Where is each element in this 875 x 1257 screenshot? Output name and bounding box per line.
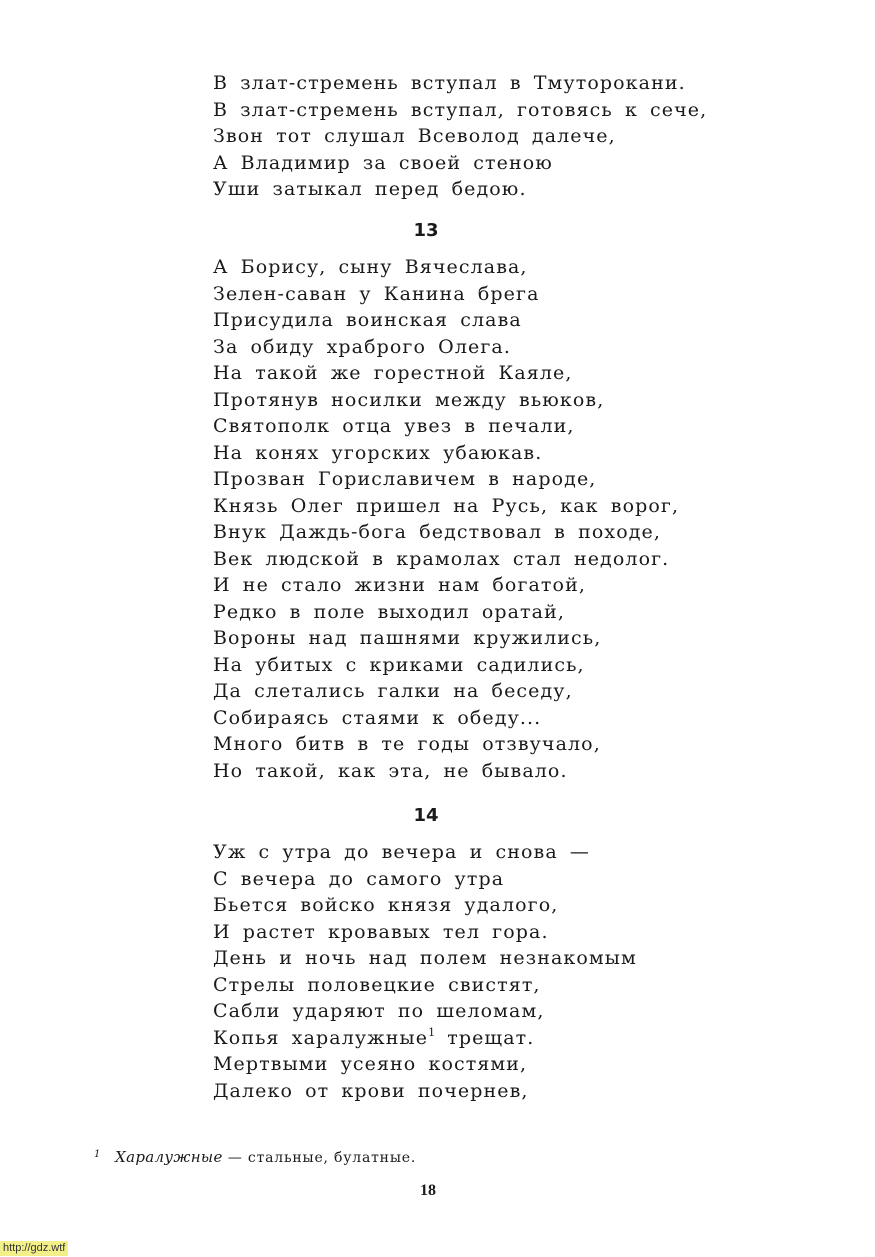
stanza-14	[213, 839, 637, 1104]
verse-line: А Владимир за своей стеною	[213, 151, 553, 174]
verse-line: Протянув носилки между вьюков,	[213, 388, 605, 411]
footnote-term: Харалужные	[115, 1148, 223, 1166]
footnote-number: 1	[94, 1149, 102, 1160]
page-number: 18	[420, 1182, 436, 1199]
verse-line: Присудила воинская слава	[213, 309, 522, 331]
verse-line: Вороны над пашнями кружились,	[213, 627, 602, 649]
stanza-13	[213, 254, 679, 784]
verse-line-text: Копья харалужные	[213, 1026, 429, 1049]
verse-line: Уж с утра до вечера и снова —	[213, 841, 591, 863]
verse-line: За обиду храброго Олега.	[213, 335, 511, 358]
verse-line: Редко в поле выходил оратай,	[213, 600, 565, 623]
verse-line: В злат-стремень вступал в Тмуторокани.	[213, 72, 686, 94]
verse-line: Да слетались галки на беседу,	[213, 680, 573, 702]
verse-line: Звон тот слушал Всеволод далече,	[213, 125, 616, 147]
verse-line-text-end: трещат.	[447, 1026, 535, 1049]
verse-line: В злат-стремень вступал, готовясь к сече,	[213, 98, 708, 121]
verse-line: И растет кровавых тел гора.	[213, 920, 549, 943]
verse-line: Бьется войско князя удалого,	[213, 894, 559, 916]
verse-line-with-footnote	[213, 1025, 637, 1052]
watermark-link[interactable]: http://gdz.wtf	[0, 1241, 68, 1256]
verse-line: Далеко от крови почернев,	[213, 1079, 529, 1102]
footnote-text: — стальные, булатные.	[222, 1150, 417, 1166]
verse-line: Век людской в крамолах стал недолог.	[213, 547, 670, 570]
verse-line: А Борису, сыну Вячеслава,	[213, 256, 528, 278]
verse-line: Святополк отца увез в печали,	[213, 415, 575, 437]
verse-line: Но такой, как эта, не бывало.	[213, 759, 568, 782]
verse-line: На конях угорских убаюкав.	[213, 441, 543, 464]
verse-line: Внук Даждь-бога бедствовал в походе,	[213, 521, 662, 543]
stanza-continued	[213, 70, 707, 203]
footnote	[94, 1148, 416, 1166]
stanza-number-14: 14	[413, 805, 439, 826]
verse-line: И не стало жизни нам богатой,	[213, 574, 586, 596]
verse-line: Князь Олег пришел на Русь, как ворог,	[213, 494, 680, 517]
verse-line: Собираясь стаями к обеду...	[213, 706, 542, 729]
verse-line: На убитых с криками садились,	[213, 653, 585, 676]
stanza-number-13: 13	[413, 220, 439, 241]
verse-line: Мертвыми усеяно костями,	[213, 1053, 528, 1075]
verse-line: День и ночь над полем незнакомым	[213, 947, 637, 969]
verse-line: Стрелы половецкие свистят,	[213, 973, 541, 996]
verse-line: На такой же горестной Каяле,	[213, 362, 573, 384]
verse-line: С вечера до самого утра	[213, 867, 505, 890]
verse-line: Уши затыкал перед бедою.	[213, 178, 527, 200]
verse-line: Много битв в те годы отзвучало,	[213, 733, 601, 755]
footnote-marker[interactable]: 1	[428, 1025, 436, 1039]
verse-line: Сабли ударяют по шеломам,	[213, 1000, 545, 1022]
verse-line: Прозван Гориславичем в народе,	[213, 468, 597, 490]
verse-line: Зелен-саван у Канина брега	[213, 282, 540, 305]
